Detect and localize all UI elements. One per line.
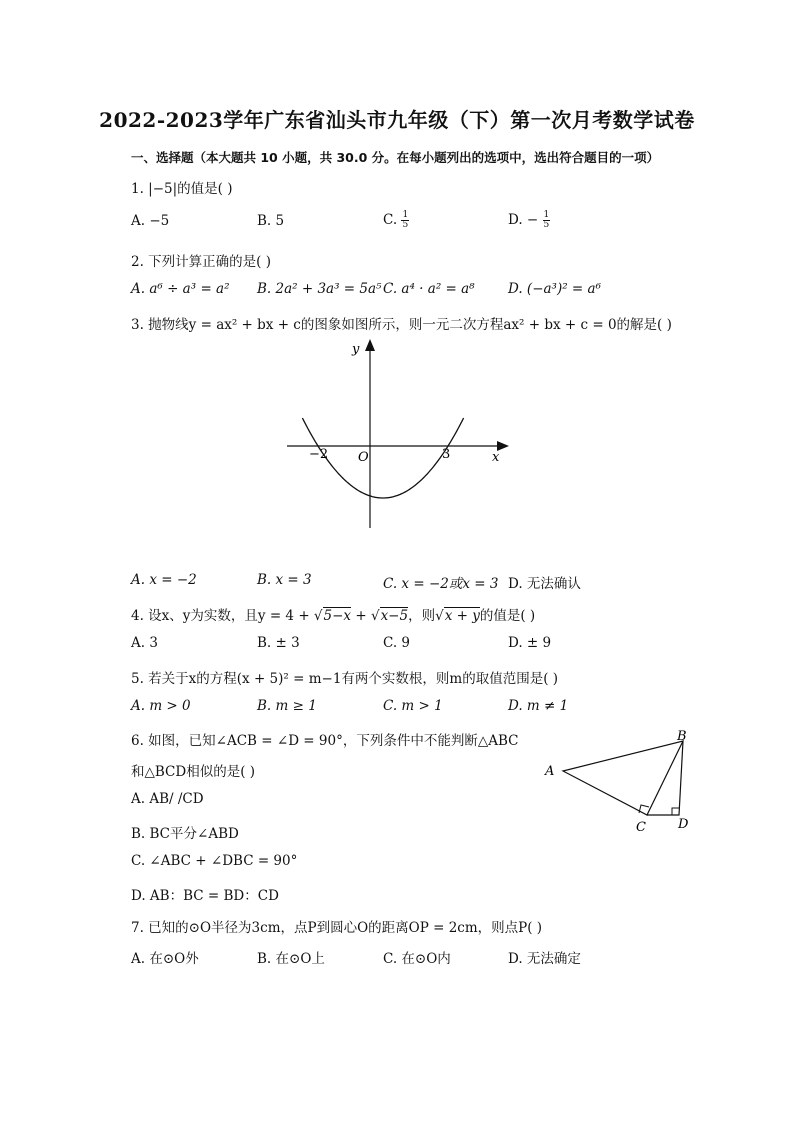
q2-option-c: C. a⁴ · a² = a⁸ <box>383 281 475 297</box>
q7-option-a: A. 在⊙O外 <box>131 951 199 967</box>
q3-option-a: A. x = −2 <box>131 572 197 588</box>
q4-plus: + <box>351 608 371 624</box>
q1-option-d-fraction <box>543 211 551 230</box>
q3-option-c: C. x = −2或x = 3 <box>383 576 499 592</box>
q7-stem: 7. 已知的⊙O半径为3cm，点P到圆心O的距离OP = 2cm，则点P( ) <box>131 920 543 936</box>
vertex-c-label: C <box>636 820 646 835</box>
q1-option-a: A. −5 <box>131 213 170 229</box>
triangle-abc <box>563 741 683 815</box>
q7-option-d: D. 无法确定 <box>508 951 581 967</box>
q1-option-b: B. 5 <box>257 213 285 229</box>
vertex-b-label: B <box>677 729 687 744</box>
right-angle-d-icon <box>672 808 679 815</box>
q4-option-d: D. ± 9 <box>508 635 552 651</box>
q6-option-a: A. AB/ /CD <box>131 791 204 807</box>
q4-stem: 4. 设x、y为实数，且y = 4 + √5−x + √x−5，则√x + y的值是( ) <box>131 608 536 624</box>
q5-stem: 5. 若关于x的方程(x + 5)² = m−1有两个实数根，则m的取值范围是( ) <box>131 671 559 687</box>
q6-option-d: D. AB：BC = BD：CD <box>131 888 279 904</box>
x-axis-label: x <box>492 450 500 465</box>
q1-c-numerator: 1 <box>402 210 409 220</box>
q1-option-c <box>383 211 409 230</box>
q6-stem-line2: 和△BCD相似的是( ) <box>131 764 256 780</box>
q4-sqrt-2: x−5 <box>380 608 409 624</box>
q1-option-d <box>508 211 550 230</box>
q5-option-c: C. m > 1 <box>383 698 443 714</box>
q6-option-b: B. BC平分∠ABD <box>131 826 239 842</box>
q1-stem: 1. |−5|的值是( ) <box>131 181 233 197</box>
q4-option-b: B. ± 3 <box>257 635 300 651</box>
q5-option-a: A. m > 0 <box>131 698 191 714</box>
q2-stem: 2. 下列计算正确的是( ) <box>131 254 271 270</box>
q2-option-a: A. a⁶ ÷ a³ = a² <box>131 281 230 297</box>
vertex-a-label: A <box>545 764 555 779</box>
q4-sqrt-1: 5−x <box>323 608 352 624</box>
q4-stem-part1: 4. 设x、y为实数，且y = 4 + <box>131 608 314 624</box>
y-axis-label: y <box>352 342 360 357</box>
q2-option-b: B. 2a² + 3a³ = 5a⁵ <box>257 281 382 297</box>
section-heading: 一、选择题（本大题共 10 小题，共 30.0 分。在每小题列出的选项中，选出符合题目的一项） <box>131 150 660 165</box>
q4-stem-part3: 的值是( ) <box>479 608 536 624</box>
root-right-label: 3 <box>442 447 451 462</box>
q6-stem-line1: 6. 如图，已知∠ACB = ∠D = 90°，下列条件中不能判断△ABC <box>131 733 519 749</box>
q3-option-d: D. 无法确认 <box>508 576 581 592</box>
root-left-label: −2 <box>309 447 329 462</box>
q5-option-d: D. m ≠ 1 <box>508 698 569 714</box>
q6-option-c: C. ∠ABC + ∠DBC = 90° <box>131 853 298 869</box>
q4-option-c: C. 9 <box>383 635 411 651</box>
q3-option-b: B. x = 3 <box>257 572 312 588</box>
exam-title: 2022-2023学年广东省汕头市九年级（下）第一次月考数学试卷 <box>99 108 695 132</box>
origin-label: O <box>358 450 369 465</box>
q1-option-c-label: C. <box>383 212 398 228</box>
q4-stem-part2: ，则 <box>408 608 436 624</box>
q4-sqrt-3: x + y <box>444 608 480 624</box>
q7-option-b: B. 在⊙O上 <box>257 951 325 967</box>
q4-option-a: A. 3 <box>131 635 158 651</box>
q1-option-c-fraction <box>401 211 409 230</box>
vertex-d-label: D <box>678 817 689 832</box>
q3-stem: 3. 抛物线y = ax² + bx + c的图象如图所示，则一元二次方程ax² + bx + c = 0的解是( ) <box>131 317 672 333</box>
q2-option-d: D. (−a³)² = a⁶ <box>508 281 601 297</box>
q7-option-c: C. 在⊙O内 <box>383 951 451 967</box>
q6-triangle-figure <box>535 725 705 840</box>
q1-c-denominator: 5 <box>402 220 409 230</box>
q1-option-d-label: D. − <box>508 212 539 228</box>
q1-d-numerator: 1 <box>543 210 550 220</box>
q1-d-denominator: 5 <box>543 220 550 230</box>
y-axis-arrow-icon <box>365 339 375 351</box>
q3-parabola-graph <box>280 335 520 535</box>
q5-option-b: B. m ≥ 1 <box>257 698 317 714</box>
